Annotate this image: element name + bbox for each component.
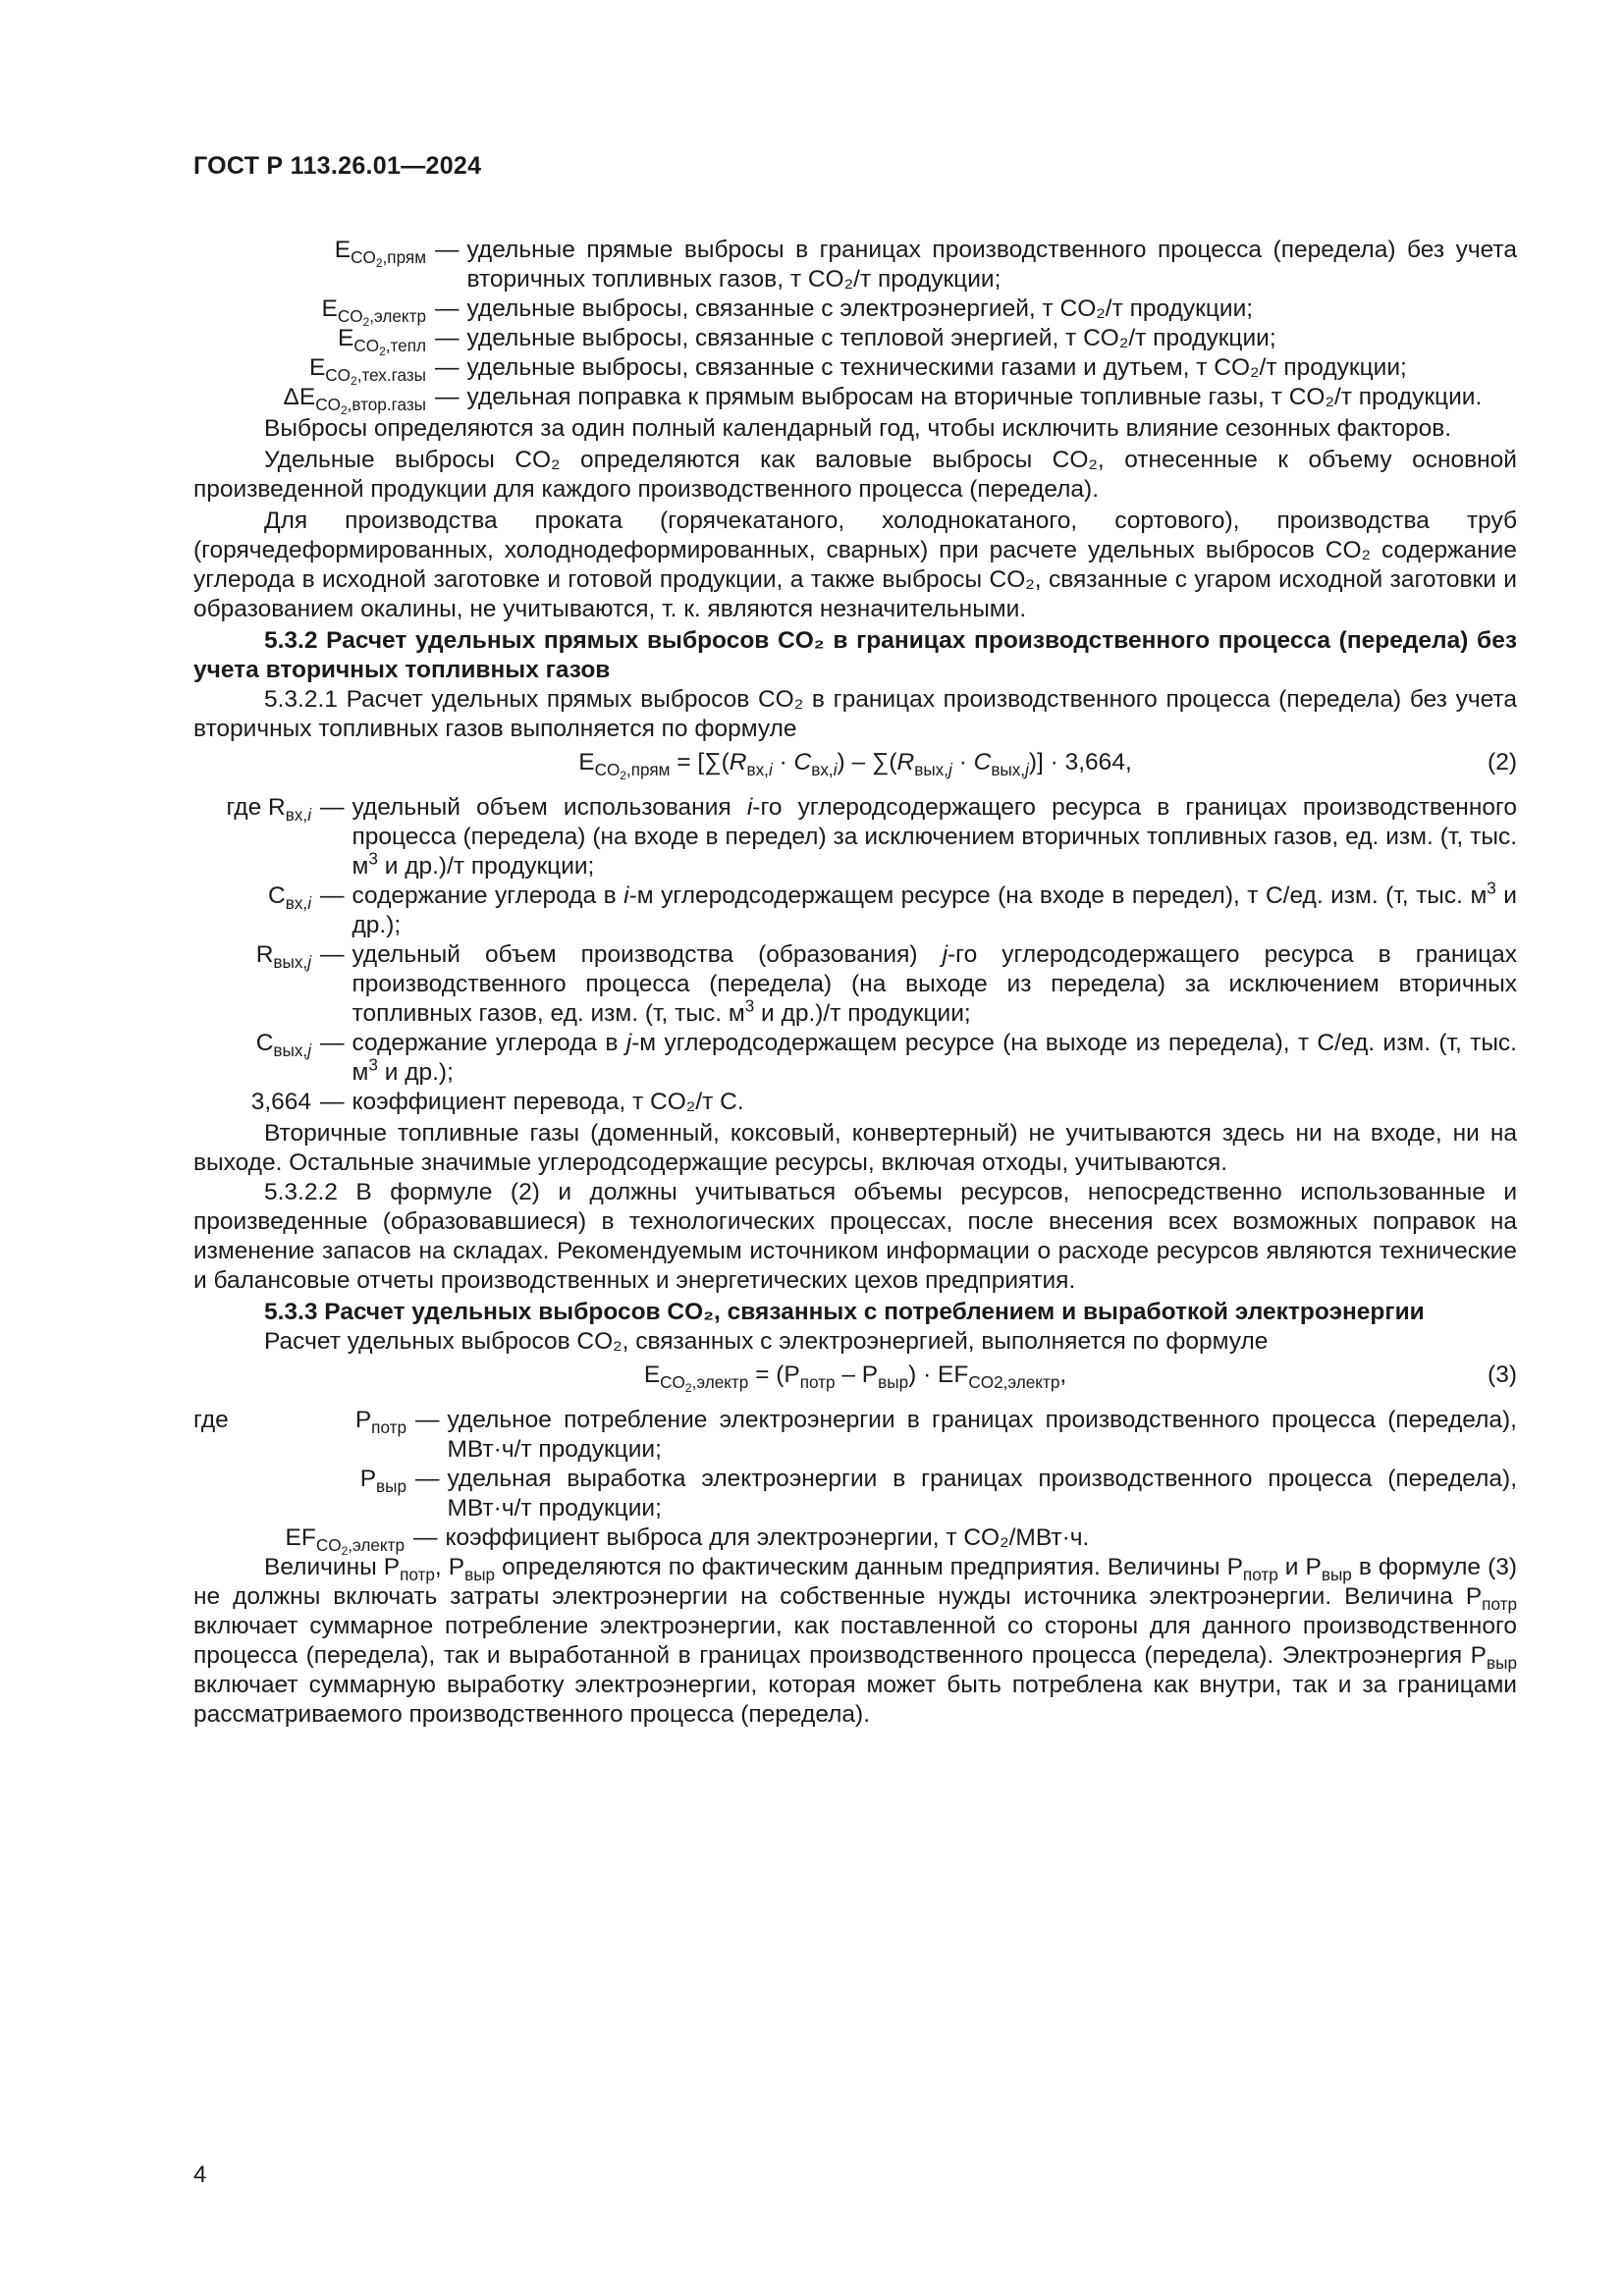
definition-row: $EF_{CO_2,электр}$ — коэффициент выброса для электроэнергии, т CO₂/МВт·ч. xyxy=(193,1523,1517,1553)
definition-text: удельные прямые выбросы в границах производственного процесса (передела) без учета вторичных топливных газов, т CO₂/т продукции; xyxy=(466,237,1517,293)
definition-text: удельные выбросы, связанные с техническими газами и дутьем, т CO₂/т продукции; xyxy=(466,354,1407,381)
definition-row: $R_{вых,j}$ — удельный объем производства (образования) j-го углеродсодержащего ресурса в границах производственного процесса (передела) (на выходе из передела) за исключением вторичных топливных газов, ед. изм. (т, тыс. $м^3$ и др.)/т продукции; xyxy=(193,940,1517,1029)
symbol: где $R_{вх,i}$ xyxy=(226,794,311,825)
paragraph: Вторичные топливные газы (доменный, коксовый, конвертерный) не учитываются здесь ни на входе, ни на выходе. Остальные значимые углеродсодержащие ресурсы, включая отходы, учитываются. xyxy=(193,1120,1517,1176)
definition-row: $E_{CO_2,прям}$ — удельные прямые выбросы в границах производственного процесса (передела) без учета вторичных топливных газов, т CO₂/т продукции; xyxy=(193,236,1517,294)
page-number: 4 xyxy=(193,2162,207,2188)
definition-text: удельные выбросы, связанные с тепловой энергией, т CO₂/т продукции; xyxy=(466,325,1276,351)
definition-text: удельное потребление электроэнергии в границах производственного процесса (передела), МВт·ч/т продукции; xyxy=(447,1407,1517,1463)
formula-number: (2) xyxy=(1488,749,1517,775)
page-body xyxy=(193,236,1517,1730)
where-block xyxy=(193,1406,1517,1523)
paragraph: Расчет удельных выбросов CO₂, связанных с электроэнергией, выполняется по формуле xyxy=(264,1328,1269,1355)
symbol: $R_{вых,j}$ xyxy=(255,941,311,972)
formula-text: $E_{CO_2,электр} = (P_{потр} - P_{выр}) \cdot EF_{CO2,электр}$, xyxy=(643,1362,1067,1396)
symbol: $P_{потр}$ xyxy=(354,1407,406,1437)
definition-text: коэффициент перевода, т CO₂/т С. xyxy=(352,1089,744,1115)
paragraph: 5.3.2.2 В формуле (2) и должны учитываться объемы ресурсов, непосредственно использованные и произведенные (образовавшиеся) в технологических процессах, после внесения всех возможных поправок на изменение запасов на складах. Рекомендуемым источником информации о расходе ресурсов являются технические и балансовые отчеты производственных и энергетических цехов предприятия. xyxy=(193,1179,1517,1294)
definition-text: содержание углерода в i-м углеродсодержащем ресурсе (на входе в передел), т С/ед. изм. (т, тыс. $м^3$ и др.); xyxy=(352,878,1517,938)
formula-3 xyxy=(193,1361,1517,1400)
definition-row: $E_{CO_2,электр}$ — удельные выбросы, связанные с электроэнергией, т CO₂/т продукции; xyxy=(193,294,1517,324)
definition-text: удельная выработка электроэнергии в границах производственного процесса (передела), МВт·ч/т продукции; xyxy=(447,1466,1517,1522)
definition-text: коэффициент выброса для электроэнергии, т CO₂/МВт·ч. xyxy=(445,1524,1090,1551)
symbol: $C_{вых,j}$ xyxy=(255,1030,311,1060)
definition-text: удельный объем использования i-го углеродсодержащего ресурса в границах производственного процесса (передела) (на входе в передел) за исключением вторичных топливных газов, ед. изм. (т, тыс. $м^3$ и др.)/т продукции; xyxy=(352,794,1517,880)
definition-row: $C_{вх,i}$ — содержание углерода в i-м углеродсодержащем ресурсе (на входе в передел), т С/ед. изм. (т, тыс. $м^3$ и др.); xyxy=(193,881,1517,940)
section-heading-5-3-2: 5.3.2 Расчет удельных прямых выбросов CO₂ в границах производственного процесса (передела) без учета вторичных топливных газов xyxy=(193,627,1517,683)
symbol: $P_{выр}$ xyxy=(359,1466,406,1496)
symbol: $\Delta E_{CO_2,втор.газы}$ xyxy=(283,384,426,418)
definition-text: удельные выбросы, связанные с электроэнергией, т CO₂/т продукции; xyxy=(466,295,1254,322)
where-label: где xyxy=(193,1407,229,1433)
formula-number: (3) xyxy=(1488,1362,1517,1388)
definition-row: $P_{потр}$ — удельное потребление электроэнергии в границах производственного процесса (передела), МВт·ч/т продукции; xyxy=(301,1406,1517,1465)
definition-row: $E_{CO_2,тех.газы}$ — удельные выбросы, связанные с техническими газами и дутьем, т CO₂/т продукции; xyxy=(193,353,1517,383)
definition-row: $\Delta E_{CO_2,втор.газы}$ — удельная поправка к прямым выбросам на вторичные топливные газы, т CO₂/т продукции. xyxy=(193,383,1517,412)
paragraph: Величины $P_{потр}$, $P_{выр}$ определяются по фактическим данным предприятия. Величины $P_{потр}$ и $P_{выр}$ в формуле (3) не должны включать затраты электроэнергии на собственные нужды источника электроэнергии. Величина $P_{потр}$ включает суммарное потребление электроэнергии, как поставленной со стороны для данного производственного процесса (передела), так и выработанной в границах производственного процесса (передела). Электроэнергия $P_{выр}$ включает суммарную выработку электроэнергии, которая может быть потреблена как внутри, так и за границами рассматриваемого производственного процесса (передела). xyxy=(193,1554,1518,1728)
symbol: $E_{CO_2,прям}$ xyxy=(334,237,426,271)
definition-text: содержание углерода в j-м углеродсодержащем ресурсе (на выходе из передела), т С/ед. изм. (т, тыс. $м^3$ и др.); xyxy=(352,1030,1517,1086)
symbol: $EF_{CO_2,электр}$ xyxy=(285,1524,405,1559)
symbol: $E_{CO_2,тепл}$ xyxy=(338,325,426,359)
paragraph: Выбросы определяются за один полный календарный год, чтобы исключить влияние сезонных факторов. xyxy=(264,415,1452,442)
formula-2 xyxy=(193,748,1517,787)
paragraph: 5.3.2.1 Расчет удельных прямых выбросов CO₂ в границах производственного процесса (передела) без учета вторичных топливных газов выполняется по формуле xyxy=(193,686,1517,742)
section-heading-5-3-3: 5.3.3 Расчет удельных выбросов CO₂, связанных с потреблением и выработкой электроэнергии xyxy=(264,1299,1425,1325)
formula-text: $E_{CO_2,прям} = [\sum(R_{вх,i} \cdot C_{вх,i}) - \sum(R_{вых,j} \cdot C_{вых,j})] \cdot 3,664$, xyxy=(578,749,1132,783)
paragraph: Для производства проката (горячекатаного, холоднокатаного, сортового), производства труб (горячедеформированных, холоднодеформированных, сварных) при расчете удельных выбросов CO₂ содержание углерода в исходной заготовке и готовой продукции, а также выбросы CO₂, связанные с угаром исходной заготовки и образованием окалины, не учитываются, т. к. являются незначительными. xyxy=(193,507,1517,622)
definition-row: $C_{вых,j}$ — содержание углерода в j-м углеродсодержащем ресурсе (на выходе из передела), т С/ед. изм. (т, тыс. $м^3$ и др.); xyxy=(193,1029,1517,1088)
definition-row: 3,664 — коэффициент перевода, т CO₂/т С. xyxy=(193,1088,1517,1117)
definition-text: удельный объем производства (образования) j-го углеродсодержащего ресурса в границах производственного процесса (передела) (на выходе из передела) за исключением вторичных топливных газов, ед. изм. (т, тыс. $м^3$ и др.)/т продукции; xyxy=(352,941,1517,1027)
symbol: 3,664 xyxy=(250,1089,311,1115)
definition-row: где $R_{вх,i}$ — удельный объем использования i-го углеродсодержащего ресурса в границах производственного процесса (передела) (на входе в передел) за исключением вторичных топливных газов, ед. изм. (т, тыс. $м^3$ и др.)/т продукции; xyxy=(193,793,1517,881)
symbol: $E_{CO_2,электр}$ xyxy=(321,295,426,330)
definition-row: $E_{CO_2,тепл}$ — удельные выбросы, связанные с тепловой энергией, т CO₂/т продукции; xyxy=(193,324,1517,353)
definition-row: $P_{выр}$ — удельная выработка электроэнергии в границах производственного процесса (передела), МВт·ч/т продукции; xyxy=(301,1465,1517,1523)
definition-text: удельная поправка к прямым выбросам на вторичные топливные газы, т CO₂/т продукции. xyxy=(466,384,1483,410)
symbol: $C_{вх,i}$ xyxy=(268,882,311,913)
symbol: $E_{CO_2,тех.газы}$ xyxy=(308,354,426,389)
paragraph: Удельные выбросы CO₂ определяются как валовые выбросы CO₂, отнесенные к объему основной произведенной продукции для каждого производственного процесса (передела). xyxy=(193,447,1517,503)
standard-header: ГОСТ Р 113.26.01—2024 xyxy=(193,152,482,180)
